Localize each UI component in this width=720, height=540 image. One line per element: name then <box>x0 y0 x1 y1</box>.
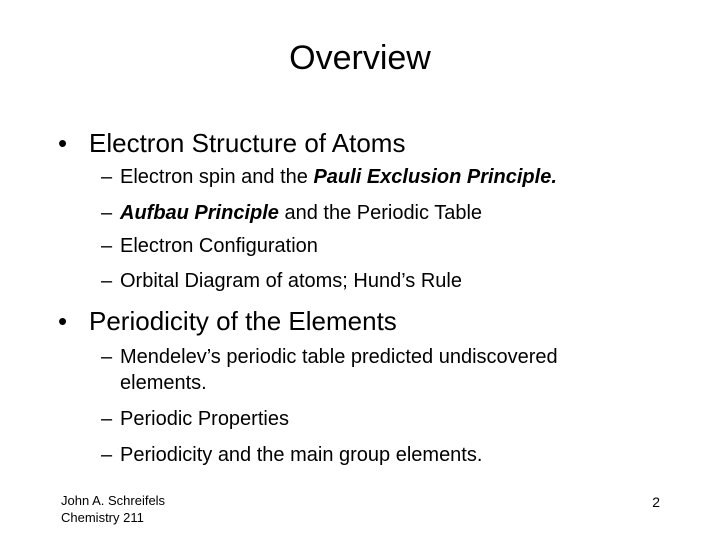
sub-bullet-text: Periodic Properties <box>120 408 289 430</box>
bullet-mark: • <box>58 306 68 336</box>
footer <box>61 492 165 526</box>
sub-bullet-text: Electron Configuration <box>120 235 318 257</box>
dash-mark: – <box>101 235 113 257</box>
footer-author: John A. Schreifels <box>61 493 166 508</box>
sub-bullet-text: elements. <box>120 372 207 394</box>
sub-bullet-text: Orbital Diagram of atoms; Hund’s Rule <box>120 270 462 292</box>
footer-course: Chemistry 211 <box>61 510 144 525</box>
dash-mark: – <box>101 444 113 466</box>
dash-mark: – <box>101 202 113 224</box>
page-number: 2 <box>652 494 660 510</box>
sub-bullet-text: Periodicity and the main group elements. <box>120 444 483 466</box>
bullet-mark: • <box>58 128 68 158</box>
emphasis-text: Pauli Exclusion Principle. <box>313 166 557 188</box>
emphasis-text: Aufbau Principle <box>120 202 279 224</box>
bullet-text: Periodicity of the Elements <box>89 306 397 336</box>
dash-mark: – <box>101 166 113 188</box>
bullet-text: Electron Structure of Atoms <box>89 128 406 158</box>
sub-bullet-text: Mendelev’s periodic table predicted undiscovered <box>120 346 558 368</box>
dash-mark: – <box>101 346 113 368</box>
sub-bullet-text: Electron spin and the Pauli Exclusion Principle. <box>120 166 557 188</box>
dash-mark: – <box>101 408 113 430</box>
sub-bullet-text: Aufbau Principle and the Periodic Table <box>120 202 483 224</box>
slide-title: Overview <box>289 39 431 77</box>
dash-mark: – <box>101 270 113 292</box>
